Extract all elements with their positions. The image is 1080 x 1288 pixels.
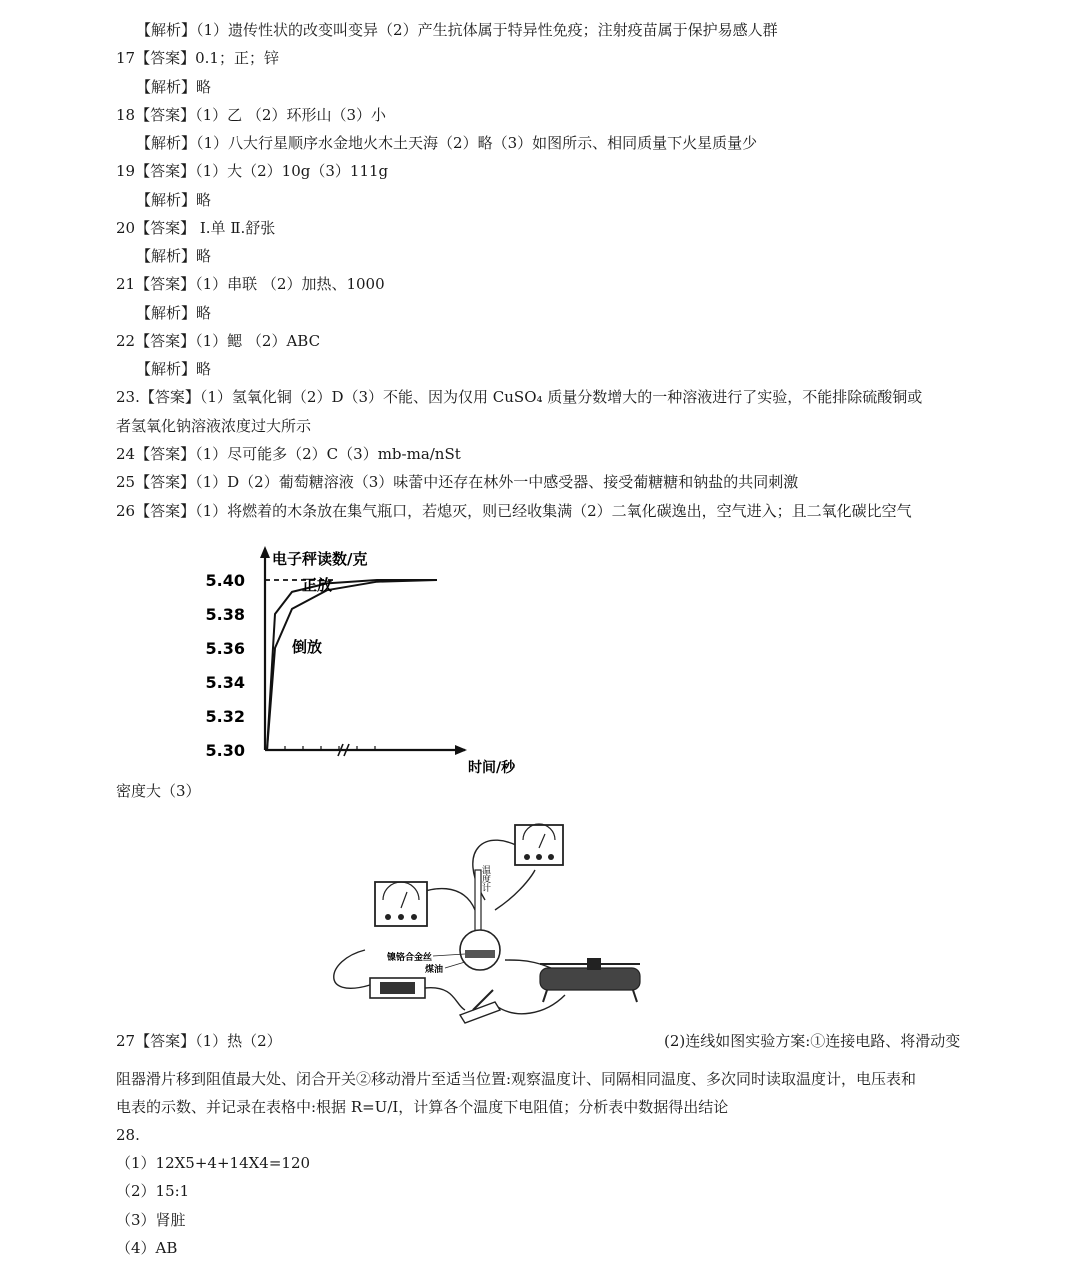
circuit-diagram: [325, 810, 665, 1030]
line-24-answer: 24【答案】（1）尽可能多（2）C（3）mb-ma/nSt: [116, 445, 461, 463]
y-tick-label: 5.32: [205, 707, 245, 726]
chart-series: [265, 580, 437, 750]
y-tick-label: 5.34: [205, 673, 245, 692]
line-17-explanation: 【解析】略: [136, 78, 212, 96]
nichrome-wire-label: 镍铬合金丝: [387, 953, 433, 963]
y-tick-label: 5.38: [205, 605, 245, 624]
rheostat: [540, 958, 640, 1002]
chart-tick-labels: [206, 571, 245, 760]
x-axis-arrow: [455, 745, 467, 755]
line-19-explanation: 【解析】略: [136, 191, 212, 209]
line-27-cont-2: 电表的示数、并记录在表格中:根据 R=U/I，计算各个温度下电阻值；分析表中数据得出结论: [116, 1098, 729, 1116]
line-22-explanation: 【解析】略: [136, 360, 212, 378]
y-tick-label: 5.30: [205, 741, 245, 760]
mass-time-chart: [200, 540, 540, 780]
y-axis-arrow: [260, 546, 270, 558]
ammeter: [375, 882, 427, 926]
battery: [370, 978, 425, 998]
line-27-answer: 27【答案】（1）热（2）: [116, 1032, 282, 1050]
line-26-answer-cont: 密度大（3）: [116, 782, 201, 800]
line-21-explanation: 【解析】略: [136, 304, 212, 322]
switch: [460, 990, 500, 1023]
line-20-answer: 20【答案】 Ⅰ.单 Ⅱ.舒张: [116, 219, 276, 237]
line-25-answer: 25【答案】（1）D（2）葡萄糖溶液（3）味蕾中还存在林外一中感受器、接受葡糖糖和钠盐的共同刺激: [116, 473, 799, 491]
line-27-answer-right: (2)连线如图实验方案:①连接电路、将滑动变: [664, 1032, 961, 1050]
series-line-zhengfang: [267, 580, 437, 750]
series-line-daofang: [267, 580, 437, 750]
line-27-cont-1: 阻器滑片移到阻值最大处、闭合开关②移动滑片至适当位置:观察温度计、同隔相同温度、多次同时读取温度计，电压表和: [116, 1070, 917, 1088]
line-17-answer: 17【答案】0.1；正；锌: [116, 49, 279, 67]
y-tick-label: 5.40: [205, 571, 245, 590]
line-26-answer: 26【答案】（1）将燃着的木条放在集气瓶口，若熄灭，则已经收集满（2）二氧化碳逸出，空气进入；且二氧化碳比空气: [116, 502, 912, 520]
chart-x-axis-label: 时间/秒: [468, 760, 516, 776]
kerosene-label: 煤油: [425, 965, 444, 975]
series-label-daofang: 倒放: [292, 638, 323, 656]
line-21-answer: 21【答案】（1）串联 （2）加热、1000: [116, 275, 385, 293]
line-16-explanation: 【解析】（1）遗传性状的改变叫变异（2）产生抗体属于特异性免疫；注射疫苗属于保护易感人群: [136, 21, 778, 39]
y-tick-label: 5.36: [205, 639, 245, 658]
chart-y-axis-label: 电子秤读数/克: [272, 550, 368, 568]
line-28-item-1: （1）12X5+4+14X4=120: [116, 1154, 311, 1172]
line-18-explanation: 【解析】（1）八大行星顺序水金地火木土天海（2）略（3）如图所示、相同质量下火星质量少: [136, 134, 758, 152]
line-28-number: 28.: [116, 1126, 140, 1144]
series-label-zhengfang: 正放: [302, 576, 333, 594]
line-28-item-2: （2）15:1: [116, 1182, 190, 1200]
line-19-answer: 19【答案】（1）大（2）10g（3）111g: [116, 162, 389, 180]
line-18-answer: 18【答案】（1）乙 （2）环形山（3）小: [116, 106, 386, 124]
thermometer-label: 温度计: [480, 865, 490, 892]
line-28-item-3: （3）肾脏: [116, 1211, 186, 1229]
line-23-answer-cont: 者氢氧化钠溶液浓度过大所示: [116, 417, 312, 435]
line-20-explanation: 【解析】略: [136, 247, 212, 265]
line-23-answer: 23.【答案】（1）氢氧化铜（2）D（3）不能、因为仅用 CuSO₄ 质量分数增大的一种溶液进行了实验，不能排除硫酸铜或: [116, 388, 923, 406]
line-22-answer: 22【答案】（1）鳃 （2）ABC: [116, 332, 321, 350]
line-28-item-4: （4）AB: [116, 1239, 178, 1257]
voltmeter: [515, 824, 563, 865]
